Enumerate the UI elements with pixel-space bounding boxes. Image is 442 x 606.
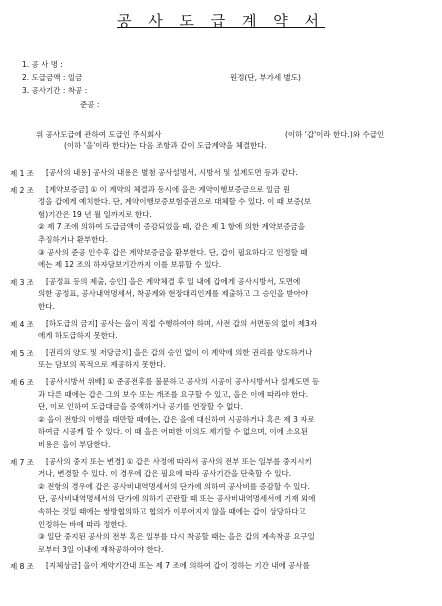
article-number: 제 2 조 — [10, 185, 35, 195]
article-number: 제 4 조 — [10, 319, 35, 329]
intro-line-1b: (이하 '갑'이라 한다.)와 수급인 — [285, 130, 385, 139]
article-text-line: [공사시방서 위배] ① 준공전후를 불문하고 공사의 시공이 공사시방서나 설계도면 등 — [46, 377, 320, 386]
article-text-line: [계약보증금] ① 이 계약의 체결과 동시에 을은 계약이행보증금으로 일금 원 — [46, 184, 291, 194]
article-text-line: 또는 담보의 목적으로 제공하지 못한다. — [38, 360, 166, 370]
article-text-line: 속하는 것일 때에는 쌍방협의하고 협의가 이루어지지 않을 때에는 갑이 상당하다고 — [38, 507, 306, 516]
article-text-line: [지체상금] 을이 계약기간내 또는 제 7 조에 의하여 갑이 정하는 기간 내에 공사를 — [46, 561, 310, 571]
article-text-line: 비용은 을이 부담한다. — [38, 440, 111, 449]
intro-line-1a: 위 공사도급에 관하여 도급인 주식회사 — [36, 130, 162, 139]
article-number: 제 5 조 — [10, 348, 35, 358]
article-text-line: [공정표 등의 제출, 승인] 을은 계약체결 후 일 내에 갑에게 공사시방서, 도면에 — [46, 276, 301, 286]
field-construction-completion: 준공 : — [80, 100, 100, 109]
article-number: 제 1 조 — [10, 169, 35, 178]
field-project-name: 1. 공 사 명 : — [22, 60, 63, 69]
field-contract-amount: 2. 도급금액 : 일금 — [22, 73, 83, 82]
article-text-line: 에는 제 12 조의 하자담보기간까지 이를 보류할 수 있다. — [38, 260, 222, 270]
article-text-line: 단, 공사비내역명세서의 단가에 의하기 곤란할 때 또는 공사비내역명세서에 기재 외에 — [38, 494, 316, 504]
article-text-line: 로부터 3일 이내에 재착공하여야 한다. — [38, 544, 164, 554]
field-contract-amount-note: 원정(단, 부가세 별도) — [230, 73, 301, 82]
article-text-line: 추징하거나 환부한다. — [38, 235, 108, 244]
article-text-line: 거나, 변경할 수 있다. 이 경우에 갑은 필요에 따라 공사기간을 단축할 수 있다. — [38, 469, 292, 479]
article-number: 제 7 조 — [10, 457, 35, 467]
article-text-line: [공사의 내용] 공사의 내용은 별첨 공사설명서, 시방서 및 설계도면 등과 같다. — [46, 168, 298, 177]
article-text-line: 한다. — [38, 302, 55, 311]
article-text-line: [하도급의 금지] 공사는 을이 직접 수행하여야 하며, 사전 갑의 서면동의 없이 제3자 — [46, 318, 318, 328]
article-text-line: 하여금 시공케 할 수 있다. 이 때 을은 어떠한 이의도 제기할 수 없으며, 이에 소요된 — [38, 427, 308, 437]
article-text-line: 단, 이로 인하여 도급대금을 증액하거나 공기를 연장할 수 없다. — [38, 402, 243, 412]
document-title: 공 사 도 급 계 약 서 — [116, 12, 326, 30]
article-text-line: ② 을이 전항의 이행을 태만할 때에는, 갑은 을에 대신하여 시공하거나 혹은 제 3 자로 — [38, 414, 315, 424]
field-construction-start: 3. 공사기간 : 착공 : — [22, 86, 88, 95]
article-number: 제 6 조 — [10, 378, 35, 387]
article-text-line: 에게 하도급하지 못한다. — [38, 331, 118, 341]
intro-line-2: (이하 '을'이라 한다)는 다음 조항과 같이 도급계약을 체결한다. — [64, 141, 267, 150]
article-text-line: [공사의 중지 또는 변경] ① 갑은 사정에 따라서 공사의 전부 또는 일부를 중지시키 — [46, 456, 312, 466]
article-text-line: 의한 공정표, 공사내역명세서, 착공계와 현장대리인계를 제출하고 그 승인을 받아야 — [38, 289, 309, 299]
article-number: 제 8 조 — [10, 562, 35, 572]
article-text-line: 정을 갑에게 예치한다. 단, 계약이행보증보험증권으로 대체할 수 있다. 이 때 보증(보 — [38, 197, 312, 207]
article-text-line: ③ 공사의 준공 인수후 갑은 계약보증금을 환부한다. 단, 갑이 필요하다고 인정할 때 — [38, 247, 308, 257]
article-text-line: 과 다른 때에는 갑은 그의 보수 또는 개조를 요구할 수 있고, 을은 이에 따라야 한다. — [38, 389, 308, 399]
article-number: 제 3 조 — [10, 277, 35, 287]
article-text-line: [권리의 양도 및 저당금지] 을은 갑의 승인 없이 이 계약에 의한 권리를 양도하거나 — [46, 347, 313, 357]
article-text-line: ② 제 7 조에 의하여 도급금액이 증감되었을 때, 같은 제 1 항에 의한 계약보증금을 — [38, 222, 305, 232]
article-text-line: 험)기간은 19 년 월 일까지로 한다. — [38, 209, 152, 219]
article-text-line: 인정하는 바에 따라 정한다. — [38, 519, 128, 529]
article-text-line: ③ 일단 중지된 공사의 전부 혹은 일부를 다시 착공할 때는 을은 갑의 계속착공 요구일 — [38, 532, 315, 542]
article-text-line: ② 전항의 경우에 갑은 공사비내역명세서의 단가에 의하여 공사비를 증감할 수 있다. — [38, 481, 311, 491]
